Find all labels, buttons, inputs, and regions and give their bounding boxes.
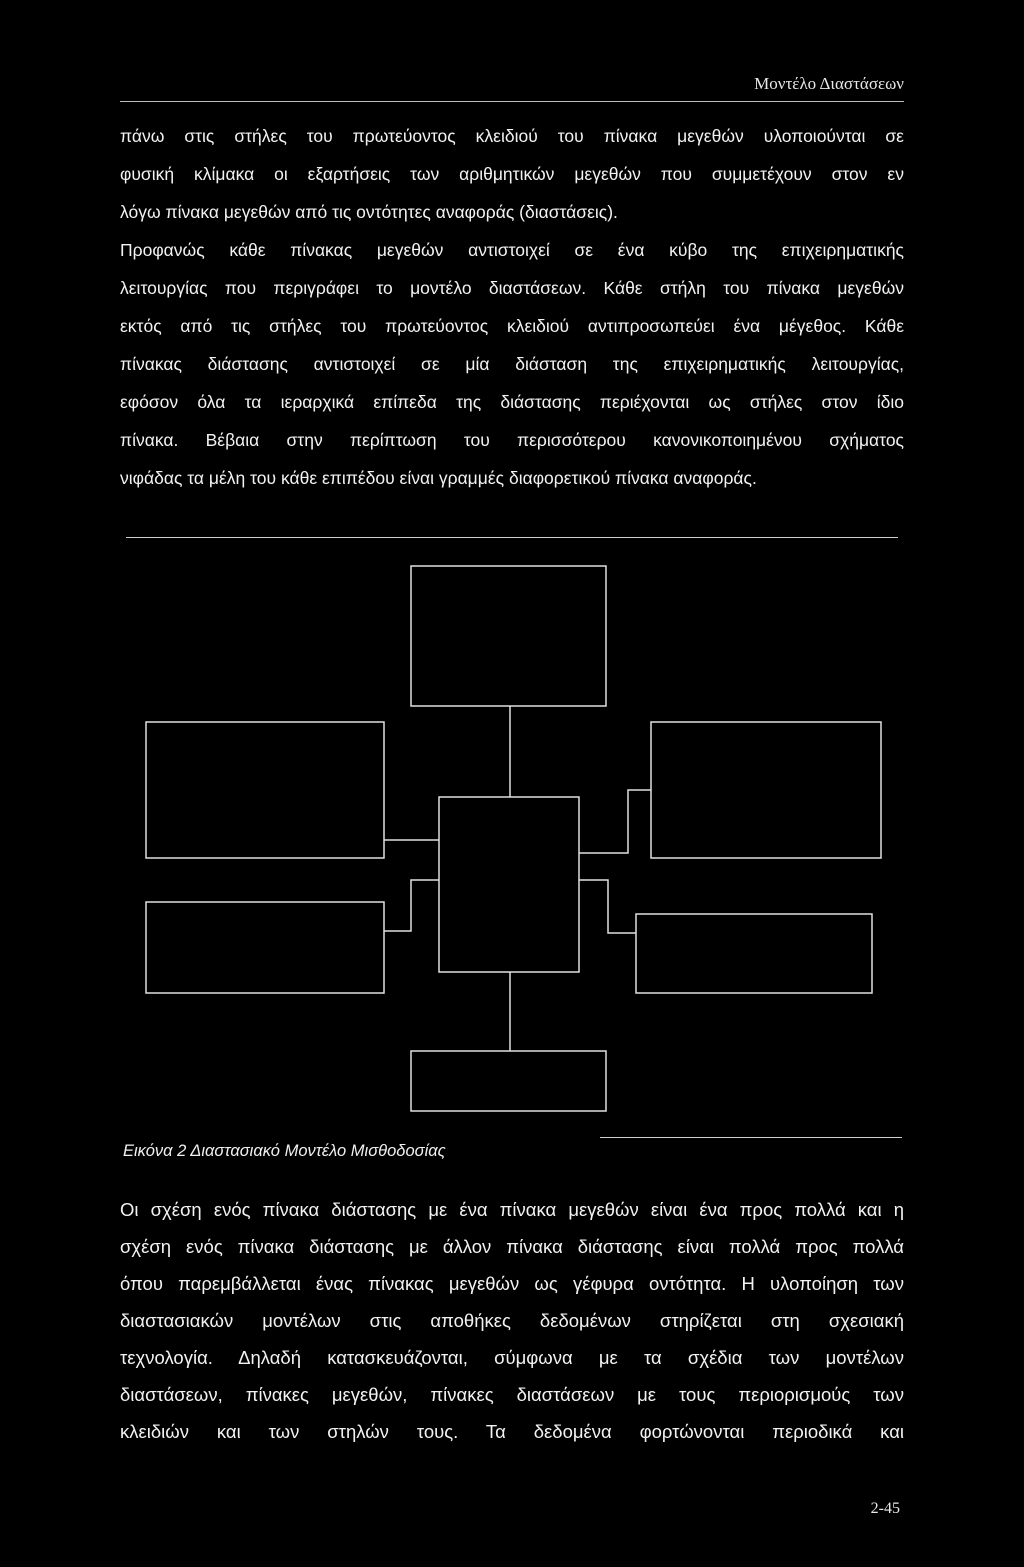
page-number: 2-45	[870, 1500, 900, 1517]
dimension-table-box-lower-right	[636, 914, 872, 993]
connector-line	[579, 880, 636, 933]
text-line: λόγω πίνακα μεγεθών από τις οντότητες αναφοράς (διαστάσεις).	[120, 202, 618, 222]
connector-line	[384, 880, 439, 931]
figure-caption: Εικόνα 2 Διαστασιακό Μοντέλο Μισθοδοσίας	[123, 1142, 446, 1160]
caption-rule	[600, 1137, 902, 1138]
text-line: κλειδιών και των στηλών τους. Τα δεδομένα φορτώνονται περιοδικά και	[120, 1421, 904, 1442]
connector-line	[579, 790, 651, 853]
dimension-table-box-bottom	[411, 1051, 606, 1111]
text-line: διαστάσεων, πίνακες μεγεθών, πίνακες διαστάσεων με τους περιορισμούς των	[120, 1384, 904, 1405]
body-paragraph-2	[120, 1191, 904, 1450]
text-line: πίνακα. Βέβαια στην περίπτωση του περισσότερου κανονικοποιημένου σχήματος	[120, 430, 904, 450]
text-line: πάνω στις στήλες του πρωτεύοντος κλειδιού του πίνακα μεγεθών υλοποιούνται σε	[120, 126, 904, 146]
text-line: τεχνολογία. Δηλαδή κατασκευάζονται, σύμφωνα με τα σχέδια των μοντέλων	[120, 1347, 904, 1368]
text-line: εκτός από τις στήλες του πρωτεύοντος κλειδιού αντιπροσωπεύει ένα μέγεθος. Κάθε	[120, 316, 904, 336]
dimension-table-box-upper-left	[146, 722, 384, 858]
dimension-table-box-top	[411, 566, 606, 706]
text-line: Προφανώς κάθε πίνακας μεγεθών αντιστοιχεί σε ένα κύβο της επιχειρηματικής	[120, 240, 904, 260]
dimension-table-box-lower-left	[146, 902, 384, 993]
fact-table-box	[439, 797, 579, 972]
text-line: νιφάδας τα μέλη του κάθε επιπέδου είναι γραμμές διαφορετικού πίνακα αναφοράς.	[120, 468, 757, 488]
running-header: Μοντέλο Διαστάσεων	[754, 74, 904, 93]
text-line: σχέση ενός πίνακα διάστασης με άλλον πίνακα διάστασης είναι πολλά προς πολλά	[120, 1236, 904, 1257]
text-line: πίνακας διάστασης αντιστοιχεί σε μία διάσταση της επιχειρηματικής λειτουργίας,	[120, 354, 904, 374]
dimension-table-box-upper-right	[651, 722, 881, 858]
text-line: Οι σχέση ενός πίνακα διάστασης με ένα πίνακα μεγεθών είναι ένα προς πολλά και η	[120, 1199, 904, 1220]
text-line: διαστασιακών μοντέλων στις αποθήκες δεδομένων στηρίζεται στη σχεσιακή	[120, 1310, 904, 1331]
text-line: εφόσον όλα τα ιεραρχικά επίπεδα της διάστασης περιέχονται ως στήλες στον ίδιο	[120, 392, 904, 412]
text-line: φυσική κλίμακα οι εξαρτήσεις των αριθμητικών μεγεθών που συμμετέχουν στον εν	[120, 164, 904, 184]
text-line: όπου παρεμβάλλεται ένας πίνακας μεγεθών ως γέφυρα οντότητα. Η υλοποίηση των	[120, 1273, 904, 1294]
text-line: λειτουργίας που περιγράφει το μοντέλο διαστάσεων. Κάθε στήλη του πίνακα μεγεθών	[120, 278, 904, 298]
